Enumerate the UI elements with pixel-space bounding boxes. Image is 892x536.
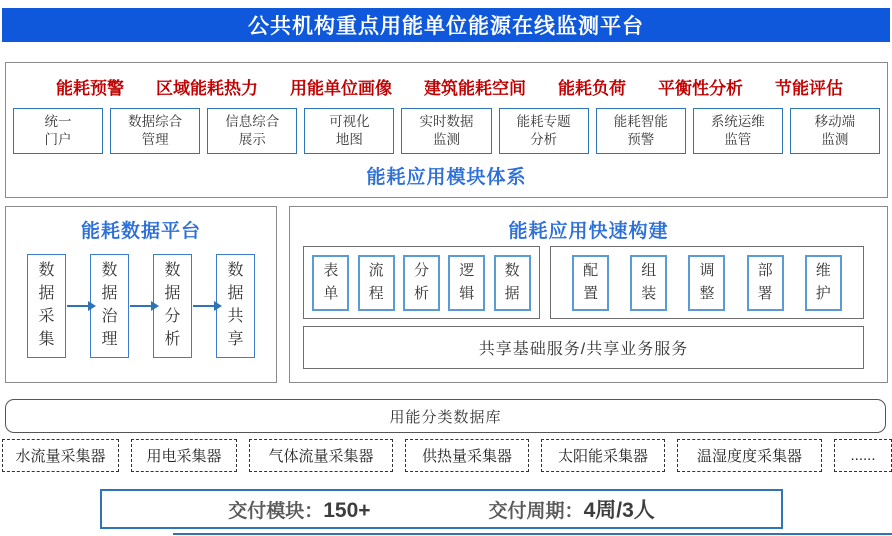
- step-label: 数据治理: [101, 262, 118, 348]
- module-box-unified-portal: [13, 108, 103, 154]
- mini-box-label: 逻辑: [459, 262, 475, 302]
- feature-label: 节能评估: [775, 79, 843, 98]
- delivery-modules-label: 交付模块：: [228, 500, 324, 522]
- delivery-cycle-value: 4周/3人: [583, 499, 655, 522]
- step-box-data-collection: [27, 254, 66, 358]
- feature-label: 区域能耗热力: [156, 79, 258, 98]
- collector-water-flow: 水流量采集器: [2, 439, 119, 472]
- mini-box-label: 维护: [815, 262, 831, 302]
- mini-box-assemble: [630, 255, 667, 311]
- arrow-right-icon: [193, 305, 215, 307]
- module-line: 监管: [724, 132, 752, 147]
- collector-temp-humidity: 温湿度度采集器: [677, 439, 822, 472]
- mini-box-form: [312, 255, 349, 311]
- arrow-right-icon: [67, 305, 89, 307]
- mini-box-label: 表单: [323, 262, 339, 302]
- collector-ellipsis: ......: [834, 439, 892, 472]
- mini-box-label: 分析: [413, 262, 429, 302]
- mini-box-label: 调整: [699, 262, 715, 302]
- data-platform-panel: [5, 206, 277, 383]
- module-boxes-row: [6, 108, 887, 154]
- module-box-realtime-monitor: [401, 108, 491, 154]
- module-line: 可视化: [329, 113, 370, 129]
- module-box-info-display: [207, 108, 297, 154]
- bottom-divider-line: [173, 533, 892, 535]
- collector-electricity: 用电采集器: [131, 439, 237, 472]
- delivery-modules: [228, 496, 370, 523]
- data-platform-title: 能耗数据平台: [80, 221, 201, 242]
- module-line: 地图: [335, 132, 363, 147]
- module-line: 监测: [432, 132, 460, 147]
- module-line: 能耗智能: [613, 113, 668, 129]
- feature-label: 用能单位画像: [290, 79, 392, 98]
- collector-heat-supply: 供热量采集器: [405, 439, 529, 472]
- mini-box-label: 部署: [757, 262, 773, 302]
- module-box-visual-map: [304, 108, 394, 154]
- feature-label: 建筑能耗空间: [424, 79, 526, 98]
- page-title: 公共机构重点用能单位能源在线监测平台: [2, 8, 890, 42]
- collector-gas-flow: 气体流量采集器: [249, 439, 393, 472]
- feature-label: 平衡性分析: [658, 79, 743, 98]
- feature-label: 能耗负荷: [558, 79, 626, 98]
- mini-box-configure: [572, 255, 609, 311]
- module-box-data-management: [110, 108, 200, 154]
- module-box-topic-analysis: [499, 108, 589, 154]
- builder-group-deploy: [550, 246, 864, 319]
- module-line: 实时数据: [419, 113, 474, 129]
- module-line: 系统运维: [710, 113, 765, 129]
- step-label: 数据共享: [227, 262, 244, 348]
- delivery-summary-box: [100, 489, 783, 529]
- collectors-row: [2, 439, 892, 472]
- module-line: 门户: [44, 132, 72, 147]
- module-line: 能耗专题: [516, 113, 571, 129]
- arrow-right-icon: [130, 305, 152, 307]
- builder-group-design: [303, 246, 540, 319]
- feature-label: 能耗预警: [56, 79, 124, 98]
- feature-labels-row: [6, 74, 887, 99]
- mini-box-analysis: [403, 255, 440, 311]
- app-builder-panel: [289, 206, 888, 383]
- module-system-caption: 能耗应用模块体系: [366, 167, 527, 188]
- module-line: 分析: [530, 132, 558, 147]
- module-box-ops-supervision: [693, 108, 783, 154]
- delivery-cycle-label: 交付周期：: [488, 501, 584, 522]
- energy-classification-database-bar: 用能分类数据库: [5, 399, 886, 433]
- mini-box-deploy: [747, 255, 784, 311]
- module-line: 管理: [141, 132, 169, 147]
- mini-box-logic: [448, 255, 485, 311]
- shared-services-bar: 共享基础服务/共享业务服务: [303, 326, 864, 369]
- application-module-section: [5, 62, 888, 198]
- mini-box-data: [494, 255, 531, 311]
- delivery-cycle: [489, 494, 655, 524]
- mini-box-label: 数据: [504, 262, 520, 302]
- module-line: 预警: [627, 132, 655, 147]
- data-flow-steps: [6, 254, 276, 358]
- step-label: 数据分析: [164, 262, 181, 348]
- delivery-modules-value: 150+: [323, 498, 371, 522]
- mini-box-process: [358, 255, 395, 311]
- module-line: 监测: [821, 132, 849, 147]
- mini-box-label: 组装: [641, 262, 657, 302]
- collector-solar: 太阳能采集器: [541, 439, 665, 472]
- module-box-smart-warning: [596, 108, 686, 154]
- mini-box-maintain: [805, 255, 842, 311]
- step-label: 数据采集: [38, 262, 55, 348]
- module-box-mobile-monitor: [790, 108, 880, 154]
- mini-box-label: 流程: [368, 262, 384, 302]
- mini-box-label: 配置: [583, 262, 599, 302]
- module-line: 信息综合: [225, 113, 280, 129]
- module-line: 移动端: [814, 113, 856, 129]
- mini-box-adjust: [688, 255, 725, 311]
- module-line: 统一: [44, 113, 72, 129]
- module-line: 展示: [238, 132, 266, 147]
- app-builder-title: 能耗应用快速构建: [508, 221, 669, 242]
- module-line: 数据综合: [128, 113, 183, 129]
